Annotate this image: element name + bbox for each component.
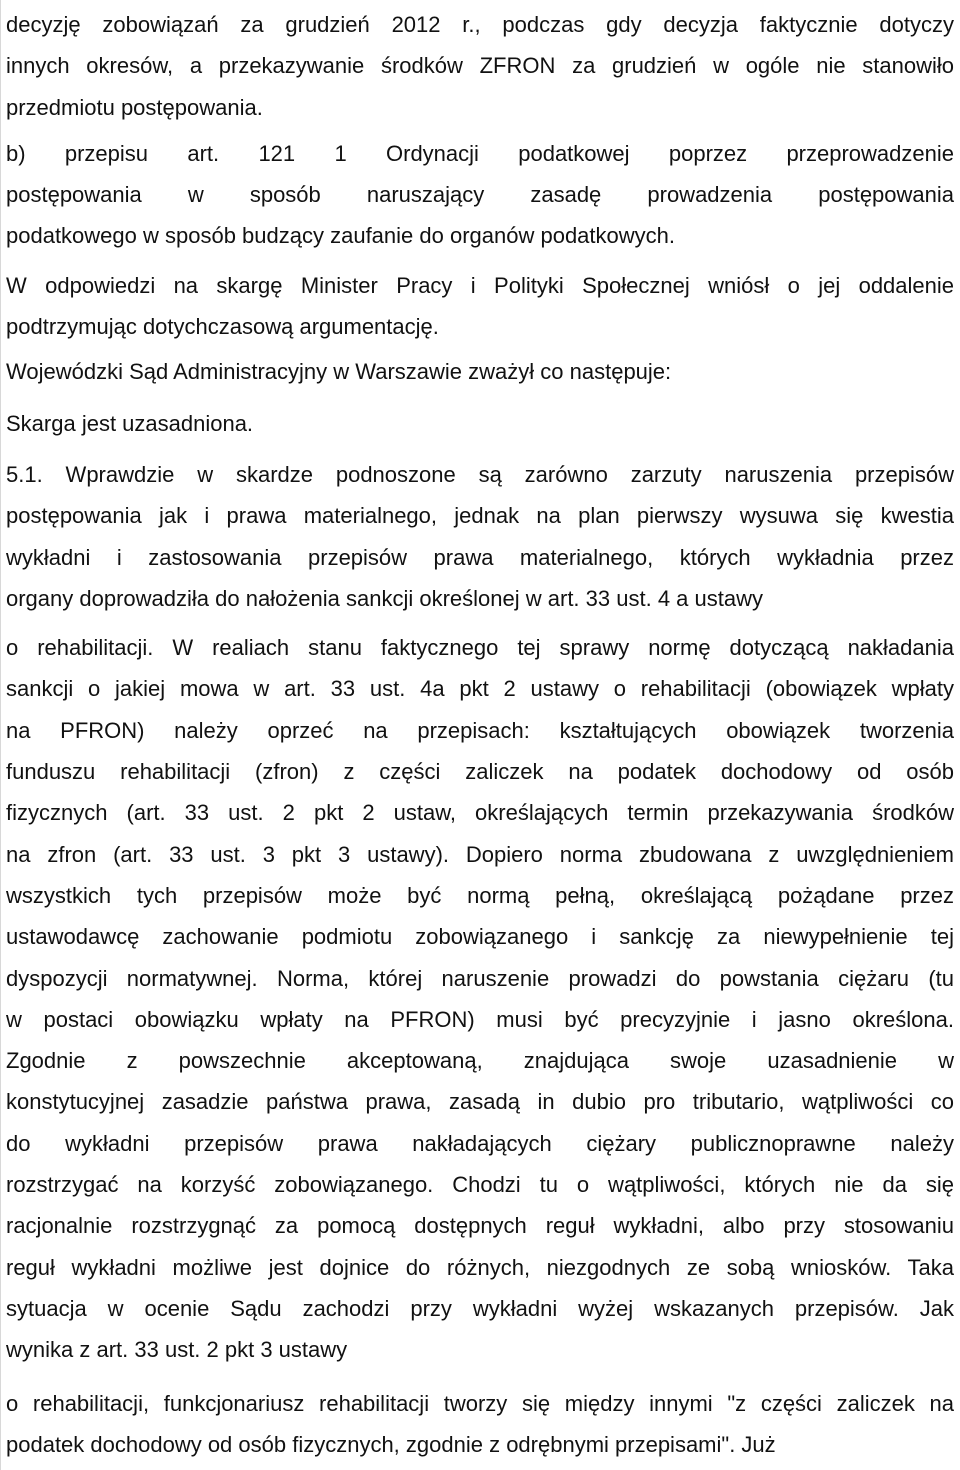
paragraph-8	[6, 1383, 954, 1466]
text-line: W odpowiedzi na skargę Minister Pracy i Polityki Społecznej wniósł o jej oddalenie	[6, 272, 954, 298]
text-line: reguł wykładni możliwe jest dojnice do różnych, niezgodnych ze sobą wniosków. Taka	[6, 1254, 954, 1280]
text-line: przedmiotu postępowania.	[6, 94, 263, 120]
text-line: na zfron (art. 33 ust. 3 pkt 3 ustawy). Dopiero norma zbudowana z uwzględnieniem	[6, 841, 954, 867]
text-line: sytuacja w ocenie Sądu zachodzi przy wykładni wyżej wskazanych przepisów. Jak	[6, 1295, 954, 1321]
text-line: 5.1. Wprawdzie w skardze podnoszone są zarówno zarzuty naruszenia przepisów	[6, 461, 954, 487]
text-line: do wykładni przepisów prawa nakładających ciężary publicznoprawne należy	[6, 1130, 954, 1156]
paragraph-1	[6, 4, 954, 128]
paragraph-2	[6, 133, 954, 257]
text-line: innych okresów, a przekazywanie środków ZFRON za grudzień w ogóle nie stanowiło	[6, 53, 954, 79]
text-line: wykładni i zastosowania przepisów prawa materialnego, których wykładnia przez	[6, 544, 954, 570]
text-line: rozstrzygać na korzyść zobowiązanego. Chodzi tu o wątpliwości, których nie da się	[6, 1172, 954, 1198]
text-line: ustawodawcę zachowanie podmiotu zobowiązanego i sankcję za niewypełnienie tej	[6, 924, 954, 950]
text-line: w postaci obowiązku wpłaty na PFRON) musi być precyzyjnie i jasno określona.	[6, 1006, 954, 1032]
text-line: Zgodnie z powszechnie akceptowaną, znajdująca swoje uzasadnienie w	[6, 1048, 954, 1074]
text-line: podatkowego w sposób budzący zaufanie do organów podatkowych.	[6, 223, 676, 249]
text-line: o rehabilitacji, funkcjonariusz rehabilitacji tworzy się między innymi "z części zaliczek na	[6, 1390, 954, 1416]
document-page	[6, 4, 954, 1465]
text-line: dyspozycji normatywnej. Norma, której naruszenie prowadzi do powstania ciężaru (tu	[6, 965, 954, 991]
text-line: fizycznych (art. 33 ust. 2 pkt 2 ustaw, określających termin przekazywania środków	[6, 800, 954, 826]
text-line: decyzję zobowiązań za grudzień 2012 r., podczas gdy decyzja faktycznie dotyczy	[6, 12, 954, 37]
text-line: postępowania jak i prawa materialnego, jednak na plan pierwszy wysuwa się kwestia	[6, 503, 954, 529]
text-line: wynika z art. 33 ust. 2 pkt 3 ustawy	[6, 1337, 348, 1363]
text-line: organy doprowadziła do nałożenia sankcji określonej w art. 33 ust. 4 a ustawy	[6, 585, 763, 611]
paragraph-5: Skarga jest uzasadniona.	[6, 410, 254, 436]
page-left-edge	[0, 0, 1, 1470]
text-line: konstytucyjnej zasadzie państwa prawa, zasadą in dubio pro tributario, wątpliwości co	[6, 1089, 954, 1115]
text-line: sankcji o jakiej mowa w art. 33 ust. 4a pkt 2 ustawy o rehabilitacji (obowiązek wpłaty	[6, 676, 954, 702]
text-line: podtrzymując dotychczasową argumentację.	[6, 314, 439, 340]
paragraph-7	[6, 627, 954, 1370]
paragraph-4: Wojewódzki Sąd Administracyjny w Warszawie zważył co następuje:	[6, 359, 672, 385]
text-line: postępowania w sposób naruszający zasadę prowadzenia postępowania	[6, 182, 954, 208]
paragraph-3	[6, 265, 954, 348]
text-line: o rehabilitacji. W realiach stanu faktycznego tej sprawy normę dotyczącą nakładania	[6, 635, 954, 661]
text-line: na PFRON) należy oprzeć na przepisach: kształtujących obowiązek tworzenia	[6, 717, 954, 743]
text-line: podatek dochodowy od osób fizycznych, zgodnie z odrębnymi przepisami". Już	[6, 1431, 776, 1457]
text-line: racjonalnie rozstrzygnąć za pomocą dostępnych reguł wykładni, albo przy stosowaniu	[6, 1213, 954, 1239]
text-line: wszystkich tych przepisów może być normą pełną, określającą pożądane przez	[6, 882, 954, 908]
paragraph-6	[6, 454, 954, 619]
text-line: b) przepisu art. 121 1 Ordynacji podatkowej poprzez przeprowadzenie	[6, 140, 954, 166]
text-line: funduszu rehabilitacji (zfron) z części zaliczek na podatek dochodowy od osób	[6, 759, 954, 785]
